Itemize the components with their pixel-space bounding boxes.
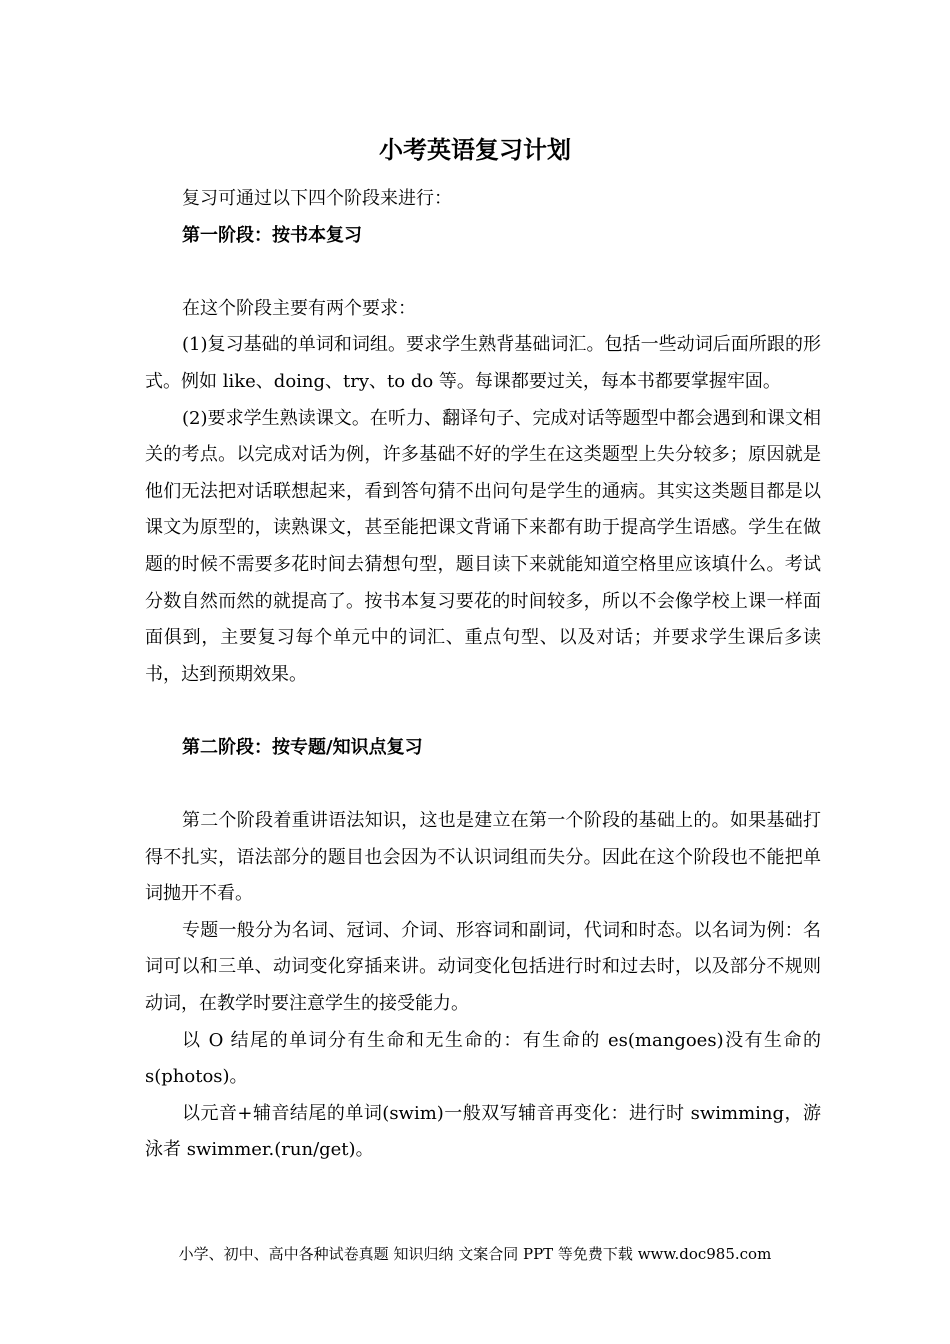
spacer: [145, 254, 821, 291]
page-title: 小考英语复习计划: [379, 135, 571, 164]
stage2-paragraph-2: 专题一般分为名词、冠词、介词、形容词和副词，代词和时态。以名词为例：名词可以和三单、动词变化穿插来讲。动词变化包括进行时和过去时，以及部分不规则动词，在教学时要注意学生的接受能力。: [145, 919, 821, 1015]
stage2-paragraph-4: 以元音+辅音结尾的单词(swim)一般双写辅音再变化：进行时 swimming，游泳者 swimmer.(run/get)。: [145, 1102, 821, 1161]
stage1-item-2: (2)要求学生熟读课文。在听力、翻译句子、完成对话等题型中都会遇到和课文相关的考点。以完成对话为例，许多基础不好的学生在这类题型上失分较多；原因就是他们无法把对话联想起来，看到答句猜不出问句是学生的通病。其实这类题目都是以课文为原型的，读熟课文，甚至能把课文背诵下来都有助于提高学生语感。学生在做题的时候不需要多花时间去猜想句型，题目读下来就能知道空格里应该填什么。考试分数自然而然的就提高了。按书本复习要花的时间较多，所以不会像学校上课一样面面俱到，主要复习每个单元中的词汇、重点句型、以及对话；并要求学生课后多读书，达到预期效果。: [145, 407, 821, 685]
stage1-item-1: (1)复习基础的单词和词组。要求学生熟背基础词汇。包括一些动词后面所跟的形式。例如 like、doing、try、to do 等。每课都要过关，每本书都要掌握牢固。: [145, 334, 821, 392]
stage1-requirements-intro: 在这个阶段主要有两个要求：: [182, 297, 416, 319]
spacer: [145, 767, 821, 804]
intro-paragraph: 复习可通过以下四个阶段来进行：: [182, 188, 452, 209]
document-body: [145, 181, 821, 1169]
stage2-heading: 第二阶段：按专题/知识点复习: [182, 736, 423, 758]
spacer: [145, 693, 821, 730]
stage2-paragraph-1: 第二个阶段着重讲语法知识，这也是建立在第一个阶段的基础上的。如果基础打得不扎实，语法部分的题目也会因为不认识词组而失分。因此在这个阶段也不能把单词抛开不看。: [145, 810, 821, 905]
stage2-paragraph-3: 以 O 结尾的单词分有生命和无生命的：有生命的 es(mangoes)没有生命的 s(photos)。: [145, 1029, 821, 1088]
page-footer: 小学、初中、高中各种试卷真题 知识归纳 文案合同 PPT 等免费下载 www.doc985.com: [178, 1245, 772, 1263]
stage1-heading: 第一阶段：按书本复习: [182, 224, 362, 246]
